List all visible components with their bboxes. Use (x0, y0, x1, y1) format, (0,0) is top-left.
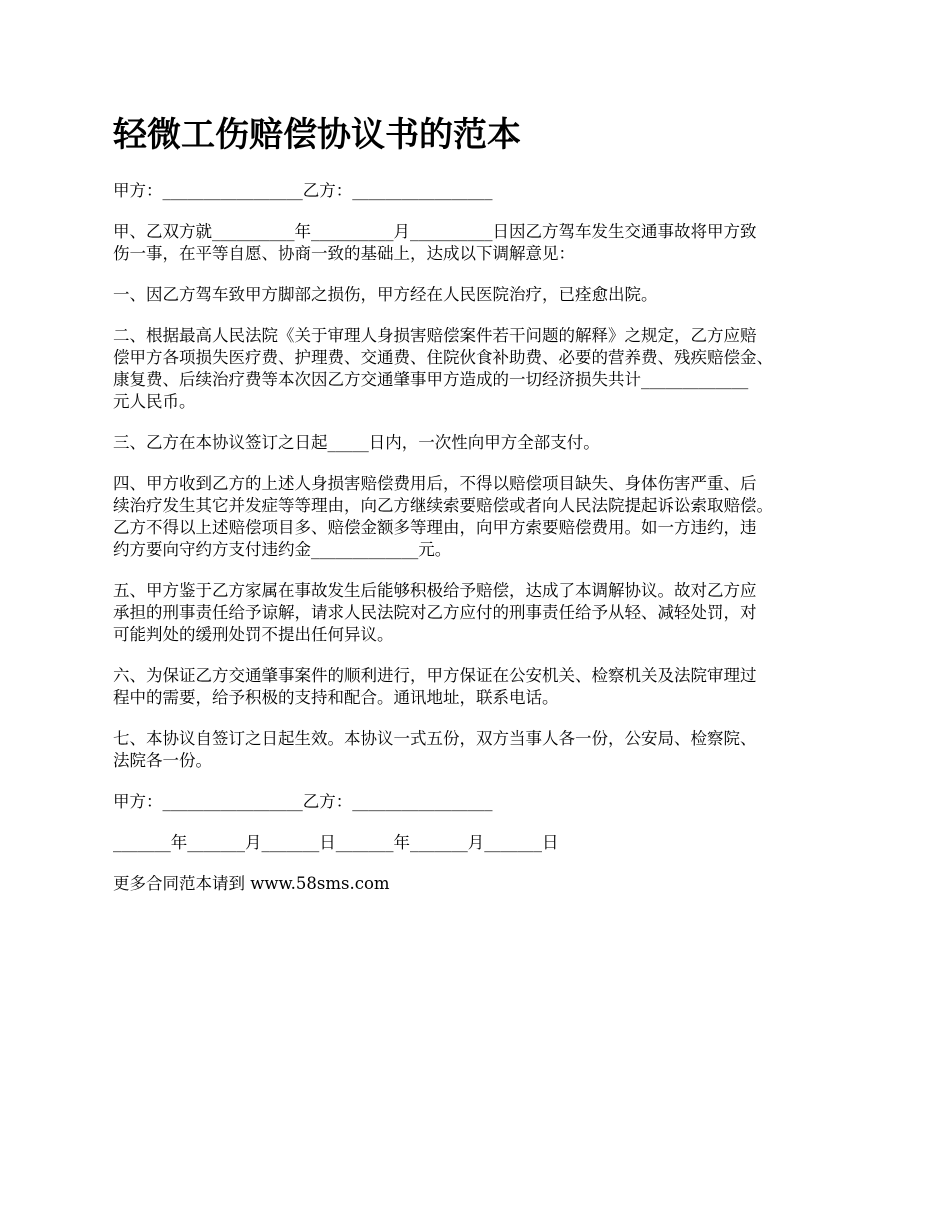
clause-1 (113, 284, 843, 306)
clause-3-line: 三、乙方在本协议签订之日起_____日内，一次性向甲方全部支付。 (113, 433, 600, 452)
clause-2-line: 偿甲方各项损失医疗费、护理费、交通费、住院伙食补助费、必要的营养费、残疾赔偿金、 (113, 348, 773, 367)
intro-paragraph (113, 221, 843, 265)
clause-1-line: 一、因乙方驾车致甲方脚部之损伤，甲方经在人民医院治疗，已痊愈出院。 (113, 285, 658, 304)
parties-line-top: 甲方：_________________乙方：_________________ (113, 181, 493, 200)
clause-4-line: 乙方不得以上述赔偿项目多、赔偿金额多等理由，向甲方索要赔偿费用。如一方违约，违 (113, 518, 757, 537)
clause-7-line: 法院各一份。 (113, 751, 212, 770)
intro-line: 伤一事，在平等自愿、协商一致的基础上，达成以下调解意见： (113, 244, 575, 263)
date-line: _______年_______月_______日_______年_______月_______日 (113, 833, 559, 852)
clause-2-line: 元人民币。 (113, 392, 196, 411)
footer-note: 更多合同范本请到 www.58sms.com (113, 874, 390, 893)
clause-5-line: 承担的刑事责任给予谅解，请求人民法院对乙方应付的刑事责任给予从轻、减轻处罚，对 (113, 603, 757, 622)
clause-6-line: 六、为保证乙方交通肇事案件的顺利进行，甲方保证在公安机关、检察机关及法院审理过 (113, 666, 757, 685)
clause-6 (113, 665, 843, 709)
clause-3 (113, 432, 843, 454)
clause-7-line: 七、本协议自签订之日起生效。本协议一式五份，双方当事人各一份，公安局、检察院、 (113, 729, 757, 748)
document-page (113, 110, 843, 914)
clause-4-line: 约方要向守约方支付违约金_____________元。 (113, 540, 452, 559)
clause-5-line: 五、甲方鉴于乙方家属在事故发生后能够积极给予赔偿，达成了本调解协议。故对乙方应 (113, 581, 757, 600)
clause-6-line: 程中的需要，给予积极的支持和配合。通讯地址，联系电话。 (113, 688, 559, 707)
clause-2 (113, 325, 843, 413)
document-title: 轻微工伤赔偿协议书的范本 (113, 115, 521, 155)
clause-5 (113, 580, 843, 646)
clause-7 (113, 728, 843, 772)
parties-line-bottom: 甲方：_________________乙方：_________________ (113, 792, 493, 811)
clause-4-line: 续治疗发生其它并发症等等理由，向乙方继续索要赔偿或者向人民法院提起诉讼索取赔偿。 (113, 496, 773, 515)
clause-5-line: 可能判处的缓刑处罚不提出任何异议。 (113, 625, 394, 644)
clause-4-line: 四、甲方收到乙方的上述人身损害赔偿费用后，不得以赔偿项目缺失、身体伤害严重、后 (113, 474, 757, 493)
intro-line: 甲、乙双方就__________年__________月__________日因乙方驾车发生交通事故将甲方致 (113, 222, 757, 241)
clause-2-line: 二、根据最高人民法院《关于审理人身损害赔偿案件若干问题的解释》之规定，乙方应赔 (113, 326, 757, 345)
clause-2-line: 康复费、后续治疗费等本次因乙方交通肇事甲方造成的一切经济损失共计_____________ (113, 370, 749, 389)
clause-4 (113, 473, 843, 561)
